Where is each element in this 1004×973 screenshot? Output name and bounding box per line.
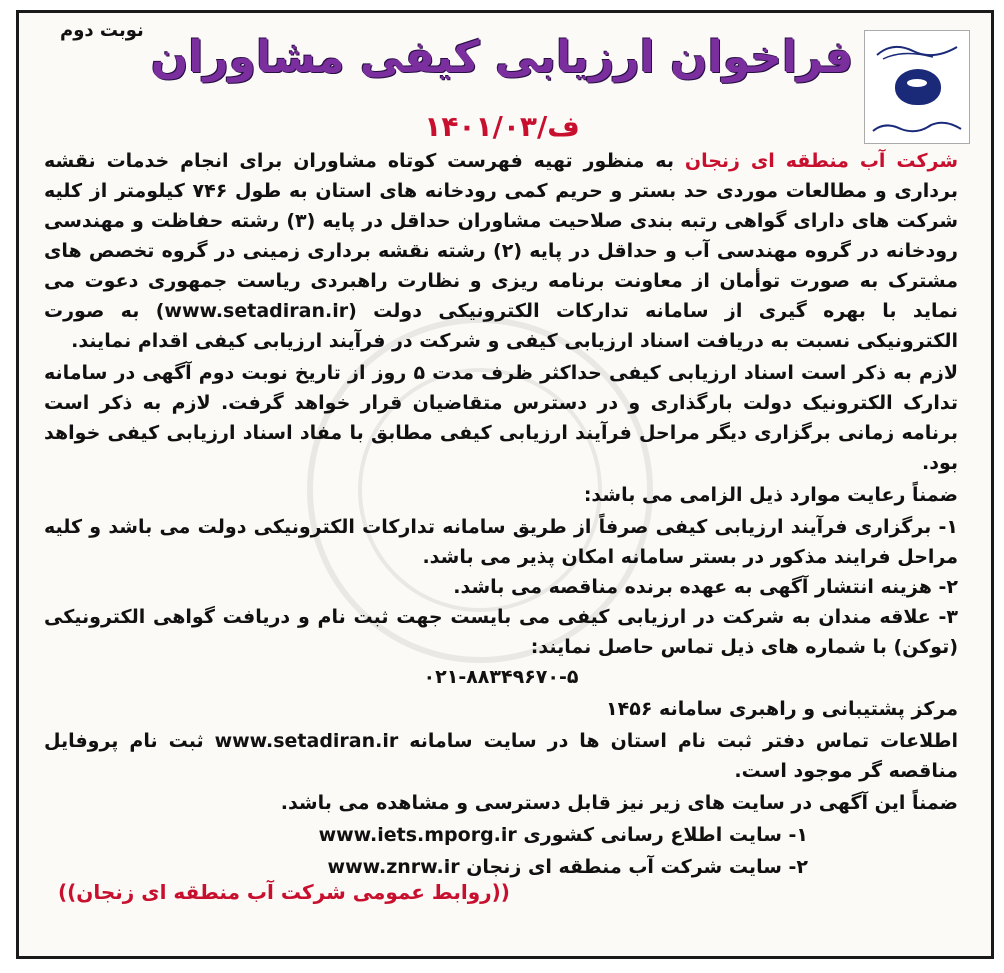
registration-info: اطلاعات تماس دفتر ثبت نام استان ها در سایت سامانه www.setadiran.ir ثبت نام پروفایل مناقصه گر موجود است. [44,730,958,782]
paragraph-deadline: لازم به ذکر است اسناد ارزیابی کیفی حداکثر ظرف مدت ۵ روز از تاریخ نوبت دوم آگهی در سامانه تدارک الکترونیک دولت بارگذاری و در دسترس متقاضیان قرار خواهد گرفت. لازم به ذکر است برنامه زمانی برگزاری دیگر مراحل فرآیند ارزیابی کیفی مطابق با مفاد اسناد ارزیابی کیفی خواهد بود. [44,362,958,474]
title-text: فراخوان ارزیابی کیفی مشاوران [150,32,854,83]
paragraph-requirements: ضمناً رعایت موارد ذیل الزامی می باشد: [583,484,958,506]
water-drop-icon [895,69,941,105]
support-center: مرکز پشتیبانی و راهبری سامانه ۱۴۵۶ [606,698,958,720]
company-name: شرکت آب منطقه ای زنجان [684,150,959,172]
list-item: ۱- برگزاری فرآیند ارزیابی کیفی صرفاً از طریق سامانه تدارکات الکترونیکی دولت می باشد و کلیه مراحل فرایند مذکور در بستر سامانه امکان پذیر می باشد. [44,516,958,568]
site-link-znrw: ۲- سایت شرکت آب منطقه ای زنجان www.znrw.ir [327,856,808,878]
logo-calligraphy-icon [873,37,961,63]
requirements-list [44,512,958,662]
public-relations-signature: ((روابط عمومی شرکت آب منطقه ای زنجان)) [58,880,510,904]
page-title [0,32,1004,83]
sites-intro: ضمناً این آگهی در سایت های زیر نیز قابل دسترسی و مشاهده می باشد. [280,792,958,814]
round-label: نوبت دوم [60,20,144,41]
paragraph-1-text: به منظور تهیه فهرست کوتاه مشاوران برای انجام خدمات نقشه برداری و مطالعات موردی حد بستر و حریم کمی رودخانه های استان به طول ۷۴۶ کیلومتر از کلیه شرکت های دارای گواهی رتبه بندی صلاحیت مشاوران حداقل در پایه (۳) رشته حفاظت و مهندسی رودخانه در گروه مهندسی آب و حداقل در پایه (۲) رشته نقشه برداری زمینی در گروه تخصص های مشترک به صورت توأمان از معاونت برنامه ریزی و نظارت راهبردی ریاست جمهوری دعوت می نماید با بهره گیری از سامانه تدارکات الکترونیکی دولت (www.setadiran.ir) به صورت الکترونیکی نسبت به دریافت اسناد ارزیابی کیفی و شرکت در فرآیند ارزیابی کیفی اقدام نمایند. [44,150,959,352]
paragraph-intro [44,146,958,356]
phone-number: ۰۲۱-۸۸۳۴۹۶۷۰-۵ [423,666,579,688]
list-item: ۲- هزینه انتشار آگهی به عهده برنده مناقصه می باشد. [453,576,958,598]
site-link-iets: ۱- سایت اطلاع رسانی کشوری www.iets.mporg.ir [318,824,808,846]
reference-number: ف/۱۴۰۱/۰۳ [424,110,580,143]
list-item: ۳- علاقه مندان به شرکت در ارزیابی کیفی می بایست جهت ثبت نام و دریافت گواهی الکترونیکی (توکن) با شماره های ذیل تماس حاصل نمایند: [44,606,958,658]
notice-body [44,146,958,884]
